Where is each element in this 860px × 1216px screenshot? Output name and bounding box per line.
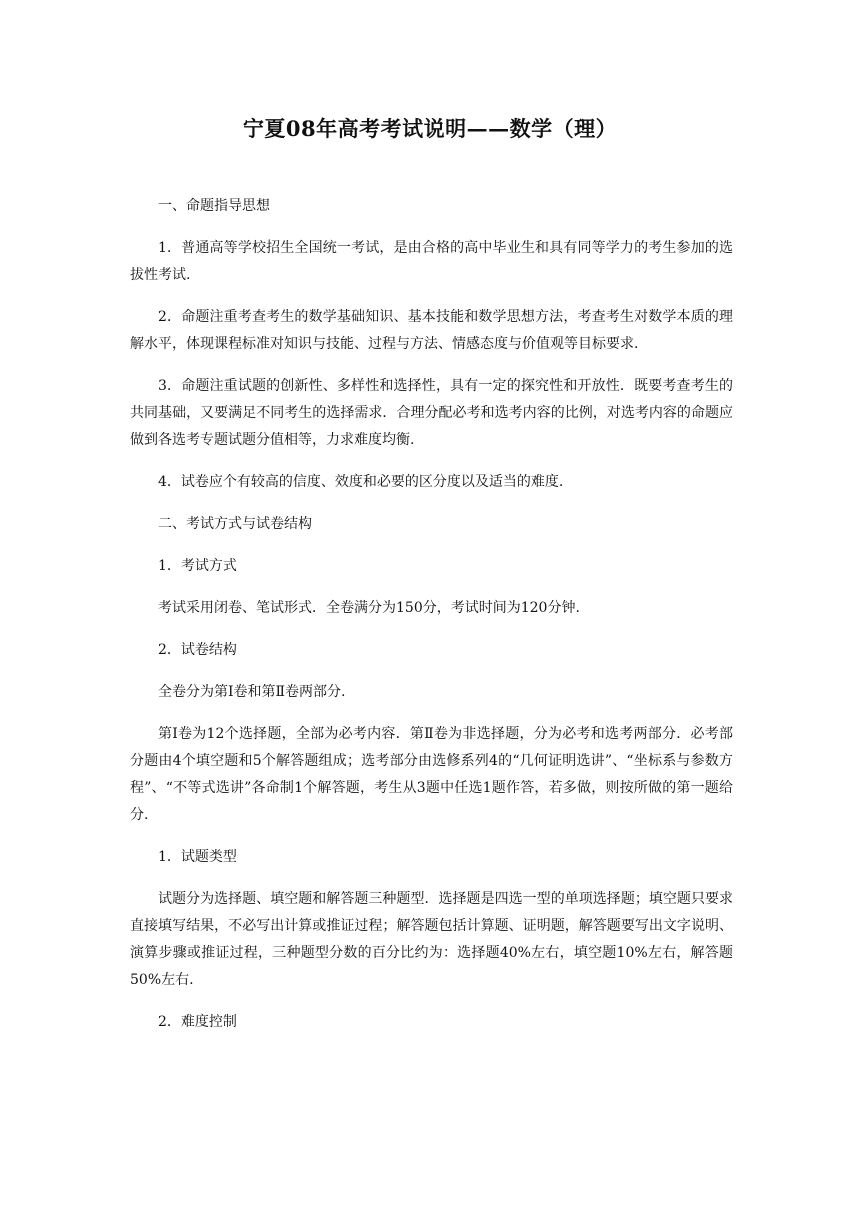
paragraph-exam-method: 考试采用闭卷、笔试形式．全卷满分为150分，考试时间为120分钟. [158,600,580,616]
paragraph-item-2: 2．命题注重考查考生的数学基础知识、基本技能和数学思想方法，考查考生对数学本质的理解水平，体现课程标准对知识与技能、过程与方法、情感态度与价值观等目标要求. [130,309,733,352]
subheading-paper-structure: 2．试卷结构 [158,642,237,658]
paragraph-item-4: 4．试卷应个有较高的信度、效度和必要的区分度以及适当的难度. [158,474,564,490]
section-heading-guiding-ideas: 一、命题指导思想 [158,198,270,214]
section-heading-exam-format: 二、考试方式与试卷结构 [158,516,312,532]
subheading-difficulty-control: 2．难度控制 [158,1014,237,1030]
document-title: 宁夏08年高考考试说明——数学（理） [242,116,618,141]
subheading-question-types: 1．试题类型 [158,849,237,865]
paragraph-question-types: 试题分为选择题、填空题和解答题三种题型．选择题是四选一型的单项选择题；填空题只要求直接填写结果，不必写出计算或推证过程；解答题包括计算题、证明题，解答题要写出文字说明、演算步骤或推证过程，三种题型分数的百分比约为：选择题40%左右，填空题10%左右，解答题50%左右. [130,891,733,988]
subheading-exam-method: 1．考试方式 [158,558,237,574]
paragraph-item-1: 1．普通高等学校招生全国统一考试，是由合格的高中毕业生和具有同等学力的考生参加的选拔性考试. [130,240,733,283]
paragraph-paper-details: 第Ⅰ卷为12个选择题，全部为必考内容．第Ⅱ卷为非选择题，分为必考和选考两部分．必考部分题由4个填空题和5个解答题组成；选考部分由选修系列4的“几何证明选讲”、“坐标系与参数方程”、“不等式选讲”各命制1个解答题，考生从3题中任选1题作答，若多做，则按所做的第一题给分. [130,726,733,823]
paragraph-item-3: 3．命题注重试题的创新性、多样性和选择性，具有一定的探究性和开放性．既要考查考生的共同基础，又要满足不同考生的选择需求．合理分配必考和选考内容的比例，对选考内容的命题应做到各选考专题试题分值相等，力求难度均衡. [130,378,733,448]
paragraph-paper-parts: 全卷分为第Ⅰ卷和第Ⅱ卷两部分. [158,684,346,700]
document-body [130,193,733,1051]
